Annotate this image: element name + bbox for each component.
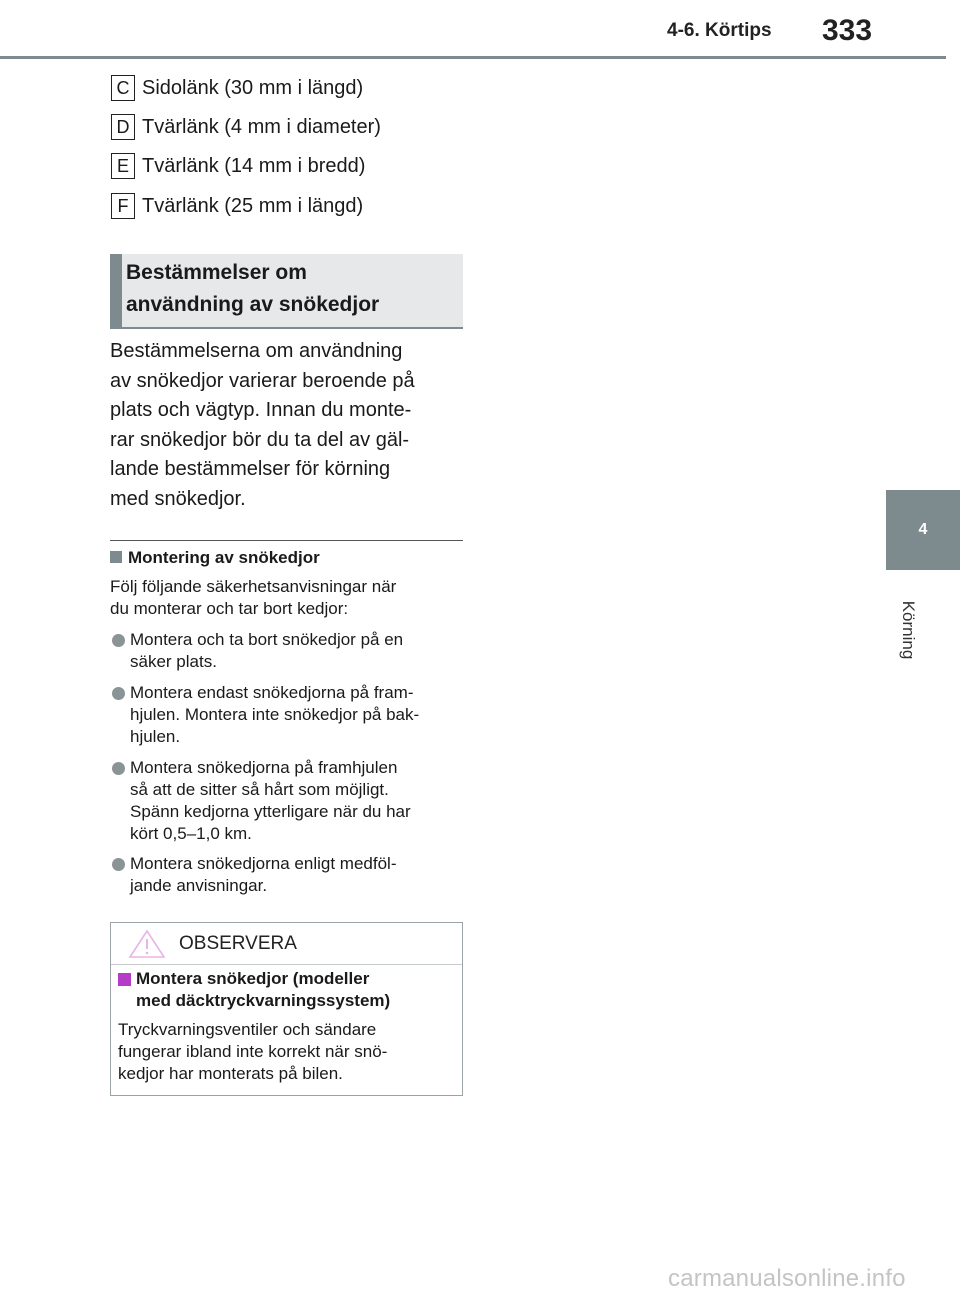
watermark: carmanualsonline.info <box>668 1265 906 1292</box>
subsection-heading <box>110 548 320 568</box>
chapter-label: Körning <box>899 600 918 660</box>
circle-bullet-icon <box>112 687 125 700</box>
letter-badge: F <box>111 193 135 219</box>
section-title-line: användning av snökedjor <box>126 293 380 316</box>
letter-item-text: Tvärlänk (4 mm i diameter) <box>142 115 381 138</box>
letter-item-text: Tvärlänk (25 mm i längd) <box>142 194 364 217</box>
letter-item <box>111 74 363 102</box>
bullet-line: hjulen. Montera inte snökedjor på bak- <box>130 705 420 724</box>
intro-paragraph <box>110 337 460 515</box>
square-bullet-icon <box>110 551 122 563</box>
letter-badge: E <box>111 153 135 179</box>
notice-body <box>118 1019 458 1085</box>
bullet-item <box>110 853 466 897</box>
warning-triangle-icon <box>128 929 166 959</box>
intro-line: plats och vägtyp. Innan du monte- <box>110 399 412 422</box>
letter-badge: D <box>111 114 135 140</box>
subsection-heading-text: Montering av snökedjor <box>128 548 320 567</box>
letter-badge: C <box>111 75 135 101</box>
intro-line: rar snökedjor bör du ta del av gäl- <box>110 428 410 451</box>
intro-line: med snökedjor. <box>110 487 246 510</box>
bullet-line: Montera och ta bort snökedjor på en <box>130 630 404 649</box>
mounting-intro <box>110 576 465 620</box>
notice-heading <box>136 968 456 1012</box>
bullet-item <box>110 682 466 748</box>
notice-box <box>110 922 463 1096</box>
page-number: 333 <box>822 14 873 47</box>
chapter-number: 4 <box>918 521 928 538</box>
bullet-line: säker plats. <box>130 652 217 671</box>
letter-item-text: Tvärlänk (14 mm i bredd) <box>142 154 366 177</box>
intro-line: Bestämmelserna om användning <box>110 340 403 362</box>
header-section-title: 4-6. Körtips <box>667 20 772 41</box>
chapter-tab <box>886 490 960 570</box>
letter-item <box>111 152 365 180</box>
bullet-line: hjulen. <box>130 727 181 746</box>
notice-label: OBSERVERA <box>179 933 297 954</box>
circle-bullet-icon <box>112 858 125 871</box>
bullet-line: jande anvisningar. <box>130 876 268 895</box>
intro-line: lande bestämmelser för körning <box>110 458 391 481</box>
bullet-item <box>110 629 466 673</box>
circle-bullet-icon <box>112 762 125 775</box>
bullet-line: Montera endast snökedjorna på fram- <box>130 683 414 702</box>
section-heading-box <box>110 254 463 329</box>
mounting-intro-line: du monterar och tar bort kedjor: <box>110 599 349 618</box>
section-title-line: Bestämmelser om <box>126 261 307 284</box>
notice-body-line: kedjor har monterats på bilen. <box>118 1064 343 1083</box>
circle-bullet-icon <box>112 634 125 647</box>
notice-heading-line: med däcktryckvarningssystem) <box>136 991 391 1010</box>
header-divider <box>0 56 946 59</box>
notice-body-line: Tryckvarningsventiler och sändare <box>118 1020 377 1039</box>
bullet-line: kört 0,5–1,0 km. <box>130 824 252 843</box>
letter-item <box>111 113 381 141</box>
bullet-item <box>110 757 466 845</box>
subsection-divider <box>110 540 463 541</box>
bullet-line: Spänn kedjorna ytterligare när du har <box>130 802 411 821</box>
bullet-line: Montera snökedjorna enligt medföl- <box>130 854 397 873</box>
section-title <box>126 257 456 321</box>
bullet-line: Montera snökedjorna på framhjulen <box>130 758 398 777</box>
section-accent-bar <box>110 254 122 327</box>
square-bullet-icon <box>118 973 131 986</box>
notice-body-line: fungerar ibland inte korrekt när snö- <box>118 1042 388 1061</box>
intro-line: av snökedjor varierar beroende på <box>110 369 415 392</box>
notice-header <box>111 923 462 965</box>
letter-item <box>111 192 363 220</box>
bullet-line: så att de sitter så hårt som möjligt. <box>130 780 389 799</box>
letter-item-text: Sidolänk (30 mm i längd) <box>142 76 364 99</box>
notice-heading-line: Montera snökedjor (modeller <box>136 969 370 988</box>
mounting-intro-line: Följ följande säkerhetsanvisningar när <box>110 577 397 596</box>
